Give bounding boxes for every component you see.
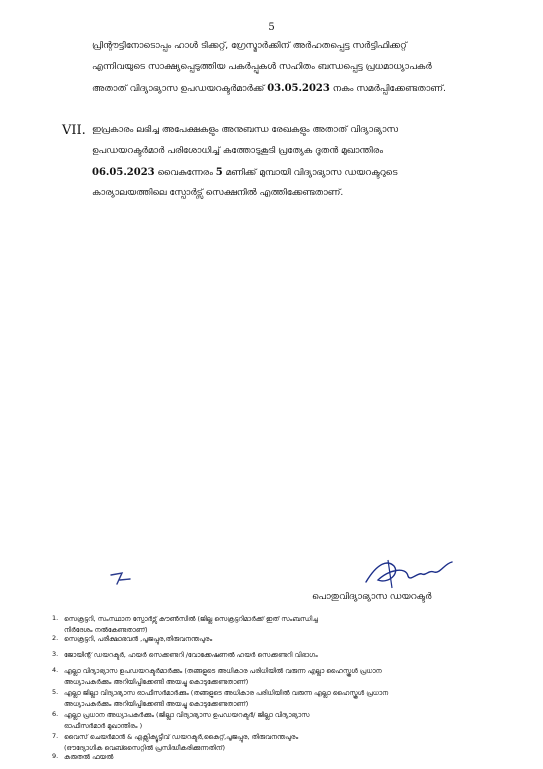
paragraph-line: ഇപ്രകാരം ലഭിച്ച അപേക്ഷകളും അനുബന്ധ രേഖകളും അതാത് വിദ്യാഭ്യാസ bbox=[92, 125, 398, 135]
list-item bbox=[52, 752, 512, 763]
paragraph-text: മണിക്ക് മുമ്പായി വിദ്യാഭ്യാസ ഡയറക്ടറുടെ bbox=[225, 168, 398, 178]
paragraph-grace-mark-submission bbox=[92, 36, 512, 99]
list-item-number: 9. bbox=[52, 752, 59, 760]
signature-title: പൊതുവിദ്യാഭ്യാസ ഡയറക്ടർ bbox=[312, 592, 432, 602]
list-item-text: ജോയിന്റ് ഡയറക്ടർ, ഹയർ സെക്കണ്ടറി /വോക്കേഷണൽ ഹയർ സെക്കണ്ടറി വിഭാഗം bbox=[64, 651, 318, 659]
list-item-text: സെക്രട്ടറി, സംസ്ഥാന സ്പോർട്സ് കൗൺസിൽ (ജില്ല സെക്രട്ടറിമാർക്ക് ഇത് സംബന്ധിച്ച bbox=[64, 615, 318, 623]
copy-to-list-item-2 bbox=[52, 634, 512, 651]
initials-mark bbox=[108, 568, 138, 590]
list-item-text: കരുതൽ ഫയൽ bbox=[64, 753, 114, 761]
paragraph-line: എന്നിവയുടെ സാക്ഷ്യപ്പെടുത്തിയ പകർപ്പുകൾ സഹിതം ബന്ധപ്പെട്ട പ്രധമാധ്യാപകർ bbox=[92, 62, 432, 72]
list-item bbox=[52, 688, 512, 710]
director-signature bbox=[348, 556, 468, 592]
paragraph-line bbox=[92, 78, 512, 99]
deadline-hour: 5 bbox=[215, 167, 223, 178]
paragraph-line: പ്രിന്റൗട്ടിനോടൊപ്പം ഹാൾ ടിക്കറ്റ്, ഗ്രേസ്മാർക്കിന് അർഹതപ്പെട്ട സർട്ടിഫിക്കറ്റ് bbox=[92, 41, 407, 51]
page-number: 5 bbox=[268, 22, 275, 33]
list-item-text: എല്ലാ പ്രധാന അധ്യാപകർക്കും (ജില്ലാ വിദ്യാഭ്യാസ ഉപഡയറക്ടർ/ ജില്ലാ വിദ്യാഭ്യാസ bbox=[64, 711, 310, 719]
deadline-date: 06.05.2023 bbox=[92, 167, 155, 178]
list-item-number: 1. bbox=[52, 614, 59, 622]
list-item bbox=[52, 634, 512, 645]
list-item-text: അധ്യാപകർക്കും അറിയിപ്പിക്കേണ്ടി അയച്ചു കൊടുക്കേണ്ടതാണ്) bbox=[64, 700, 249, 708]
list-item bbox=[52, 710, 512, 732]
paragraph-section-vii bbox=[92, 120, 512, 204]
list-item-text: അധ്യാപകർക്കും അറിയിപ്പിക്കേണ്ടി അയച്ചു കൊടുക്കേണ്ടതാണ്) bbox=[64, 678, 249, 686]
list-item-text: ഓഫീസർമാർ മുഖാന്തിരം ) bbox=[64, 722, 143, 730]
copy-to-list-item-3 bbox=[52, 650, 512, 667]
paragraph-line: കാര്യാലയത്തിലെ സ്പോർട്സ് സെക്ഷനിൽ എത്തിക്കേണ്ടതാണ്. bbox=[92, 188, 344, 198]
list-item-text: സെക്രട്ടറി, പരീക്ഷാഭവൻ ,പൂജപ്പുര,തിരുവനന്തപുരം bbox=[64, 635, 213, 643]
list-item bbox=[52, 650, 512, 661]
list-item-text: എല്ലാ ജില്ലാ വിദ്യാഭ്യാസ ഓഫീസർമാർക്കും (തങ്ങളുടെ അധികാര പരിധിയിൽ വരുന്ന എല്ലാ ഹൈസ്കൂൾ പ്രധാന bbox=[64, 689, 389, 697]
paragraph-text: അതാത് വിദ്യാഭ്യാസ ഉപഡയറക്ടർമാർക്ക് bbox=[92, 84, 265, 94]
list-item-number: 2. bbox=[52, 634, 59, 642]
list-item-number: 7. bbox=[52, 732, 59, 740]
paragraph-text: നകം സമർപ്പിക്കേണ്ടതാണ്. bbox=[332, 84, 446, 94]
list-item-number: 5. bbox=[52, 688, 59, 696]
list-item bbox=[52, 666, 512, 688]
list-item-number: 3. bbox=[52, 650, 59, 658]
copy-to-list-item-9 bbox=[52, 752, 512, 769]
submission-date: 03.05.2023 bbox=[267, 83, 330, 94]
section-number: VII. bbox=[62, 123, 86, 138]
paragraph-line bbox=[92, 162, 512, 183]
paragraph-line: ഉപഡയറക്ടർമാർ പരിശോധിച്ച് കത്തോടുകൂടി പ്രത്യേക ദൂതൻ മുഖാന്തിരം bbox=[92, 146, 383, 156]
list-item-number: 6. bbox=[52, 710, 59, 718]
list-item-text: വൈസ് ചെയർമാൻ & എക്സിക്യൂട്ടീവ് ഡയറക്ടർ,കൈറ്റ്,പൂജപ്പുര, തിരുവനന്തപുരം bbox=[64, 733, 299, 741]
list-item-number: 4. bbox=[52, 666, 59, 674]
list-item-text: (ഔദ്യോഗിക വെബ്സൈറ്റിൽ പ്രസിദ്ധീകരിക്കുന്നതിന്) bbox=[64, 744, 225, 752]
list-item-text: നിർദേശം നൽകേണ്ടതാണ്) bbox=[64, 626, 148, 634]
list-item bbox=[52, 732, 512, 754]
paragraph-text: വൈകുന്നേരം bbox=[157, 168, 213, 178]
list-item-text: എല്ലാ വിദ്യാഭ്യാസ ഉപഡയറക്ടർമാർക്കും (തങ്ങളുടെ അധികാര പരിധിയിൽ വരുന്ന എല്ലാ ഹൈസ്കൂൾ പ്രധാന bbox=[64, 667, 382, 675]
